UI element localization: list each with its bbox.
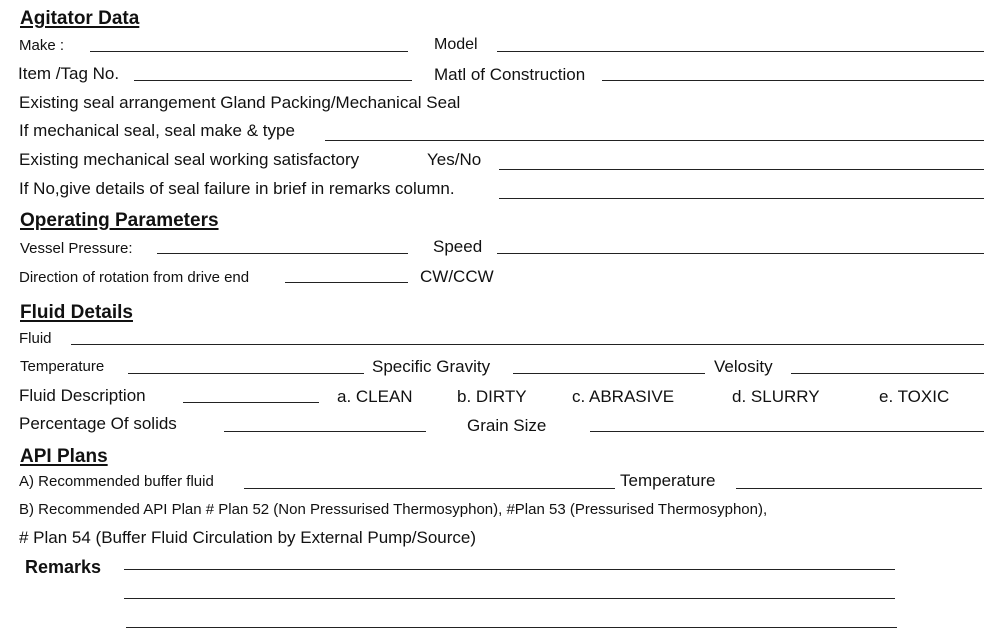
existing-seal-arrangement-text: Existing seal arrangement Gland Packing/Mechanical Seal xyxy=(19,93,461,112)
remarks-line-1[interactable] xyxy=(124,569,895,570)
remarks-label: Remarks xyxy=(25,557,102,577)
option-abrasive: c. ABRASIVE xyxy=(572,387,675,406)
model-label: Model xyxy=(434,36,478,53)
fluid-label: Fluid xyxy=(19,330,52,347)
fluid-description-field[interactable] xyxy=(183,402,319,403)
mechanical-seal-make-label: If mechanical seal, seal make & type xyxy=(19,121,295,140)
buffer-temperature-label: Temperature xyxy=(620,471,716,490)
mechanical-seal-make-field[interactable] xyxy=(325,140,984,141)
api-plan-line-1: B) Recommended API Plan # Plan 52 (Non Pressurised Thermosyphon), #Plan 53 (Pressurised Thermosyphon), xyxy=(19,501,768,518)
vessel-pressure-field[interactable] xyxy=(157,253,408,254)
velosity-label: Velosity xyxy=(714,357,773,376)
percentage-solids-field[interactable] xyxy=(224,431,426,432)
make-field[interactable] xyxy=(90,51,408,52)
api-plans-heading: API Plans xyxy=(20,446,108,467)
cw-ccw-option: CW/CCW xyxy=(420,267,494,286)
seal-working-field[interactable] xyxy=(499,169,984,170)
rotation-direction-field[interactable] xyxy=(285,282,408,283)
speed-label: Speed xyxy=(433,237,483,256)
model-field[interactable] xyxy=(497,51,984,52)
speed-field[interactable] xyxy=(497,253,984,254)
buffer-temperature-field[interactable] xyxy=(736,488,982,489)
item-tag-label: Item /Tag No. xyxy=(18,64,120,83)
remarks-line-2[interactable] xyxy=(124,598,895,599)
rotation-direction-label: Direction of rotation from drive end xyxy=(19,269,250,286)
specific-gravity-label: Specific Gravity xyxy=(372,357,491,376)
fluid-description-label: Fluid Description xyxy=(19,386,146,405)
temperature-field[interactable] xyxy=(128,373,364,374)
seal-failure-field[interactable] xyxy=(499,198,984,199)
item-tag-field[interactable] xyxy=(134,80,412,81)
api-plan-line-2: # Plan 54 (Buffer Fluid Circulation by External Pump/Source) xyxy=(19,528,477,547)
remarks-line-3[interactable] xyxy=(126,627,897,628)
grain-size-label: Grain Size xyxy=(467,416,547,435)
seal-working-label: Existing mechanical seal working satisfactory xyxy=(19,150,360,169)
fluid-field[interactable] xyxy=(71,344,984,345)
yes-no-option: Yes/No xyxy=(427,150,482,169)
agitator-data-heading: Agitator Data xyxy=(20,8,140,29)
temperature-label: Temperature xyxy=(20,358,105,375)
operating-parameters-heading: Operating Parameters xyxy=(20,210,219,231)
grain-size-field[interactable] xyxy=(590,431,984,432)
option-slurry: d. SLURRY xyxy=(732,387,820,406)
option-toxic: e. TOXIC xyxy=(879,387,950,406)
specific-gravity-field[interactable] xyxy=(513,373,705,374)
seal-failure-label: If No,give details of seal failure in brief in remarks column. xyxy=(19,179,455,198)
matl-of-construction-label: Matl of Construction xyxy=(434,65,586,84)
percentage-solids-label: Percentage Of solids xyxy=(19,414,177,433)
fluid-details-heading: Fluid Details xyxy=(20,302,133,323)
buffer-fluid-field[interactable] xyxy=(244,488,615,489)
matl-of-construction-field[interactable] xyxy=(602,80,984,81)
make-label: Make : xyxy=(19,37,65,54)
buffer-fluid-label: A) Recommended buffer fluid xyxy=(19,473,214,490)
vessel-pressure-label: Vessel Pressure: xyxy=(20,240,133,257)
option-dirty: b. DIRTY xyxy=(457,387,527,406)
velosity-field[interactable] xyxy=(791,373,984,374)
option-clean: a. CLEAN xyxy=(337,387,413,406)
